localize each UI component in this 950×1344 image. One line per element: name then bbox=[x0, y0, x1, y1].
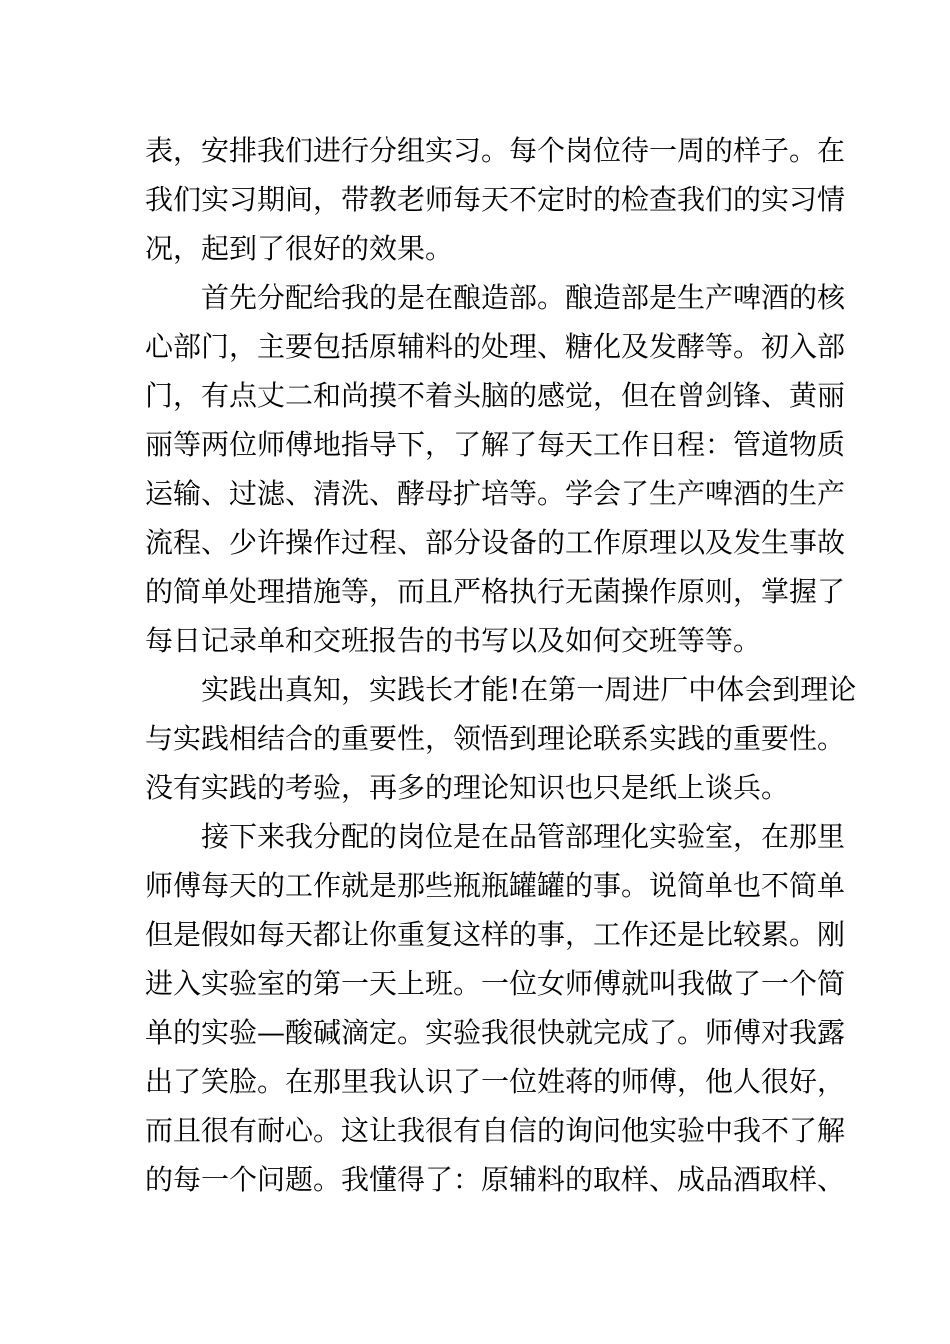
text-line: 但是假如每天都让你重复这样的事，工作还是比较累。刚 bbox=[145, 918, 846, 951]
text-line: 心部门，主要包括原辅料的处理、糖化及发酵等。初入部 bbox=[145, 330, 846, 363]
text-line: 与实践相结合的重要性，领悟到理论联系实践的重要性。 bbox=[145, 722, 846, 755]
text-line: 门，有点丈二和尚摸不着头脑的感觉，但在曾剑锋、黄丽 bbox=[145, 379, 846, 412]
text-line: 而且很有耐心。这让我很有自信的询问他实验中我不了解 bbox=[145, 1114, 846, 1147]
text-line: 丽等两位师傅地指导下，了解了每天工作日程：管道物质 bbox=[145, 428, 846, 461]
text-line: 单的实验—酸碱滴定。实验我很快就完成了。师傅对我露 bbox=[145, 1016, 846, 1049]
text-line: 的每一个问题。我懂得了：原辅料的取样、成品酒取样、 bbox=[145, 1163, 846, 1196]
text-line: 况，起到了很好的效果。 bbox=[145, 232, 454, 265]
document-body bbox=[145, 126, 857, 1204]
text-line: 流程、少许操作过程、部分设备的工作原理以及发生事故 bbox=[145, 526, 846, 559]
text-line: 表，安排我们进行分组实习。每个岗位待一周的样子。在 bbox=[145, 134, 846, 167]
text-line: 进入实验室的第一天上班。一位女师傅就叫我做了一个简 bbox=[145, 967, 846, 1000]
paragraph-first-line: 实践出真知，实践长才能!在第一周进厂中体会到理论 bbox=[201, 673, 857, 706]
text-line: 没有实践的考验，再多的理论知识也只是纸上谈兵。 bbox=[145, 771, 790, 804]
text-line: 运输、过滤、清洗、酵母扩培等。学会了生产啤酒的生产 bbox=[145, 477, 846, 510]
paragraph-first-line: 接下来我分配的岗位是在品管部理化实验室，在那里 bbox=[201, 820, 846, 853]
text-line: 我们实习期间，带教老师每天不定时的检查我们的实习情 bbox=[145, 183, 846, 216]
text-line: 师傅每天的工作就是那些瓶瓶罐罐的事。说简单也不简单 bbox=[145, 869, 846, 902]
text-line: 每日记录单和交班报告的书写以及如何交班等等。 bbox=[145, 624, 762, 657]
text-line: 出了笑脸。在那里我认识了一位姓蒋的师傅，他人很好， bbox=[145, 1065, 846, 1098]
text-line: 的简单处理措施等，而且严格执行无菌操作原则，掌握了 bbox=[145, 575, 846, 608]
paragraph-first-line: 首先分配给我的是在酿造部。酿造部是生产啤酒的核 bbox=[201, 281, 846, 314]
